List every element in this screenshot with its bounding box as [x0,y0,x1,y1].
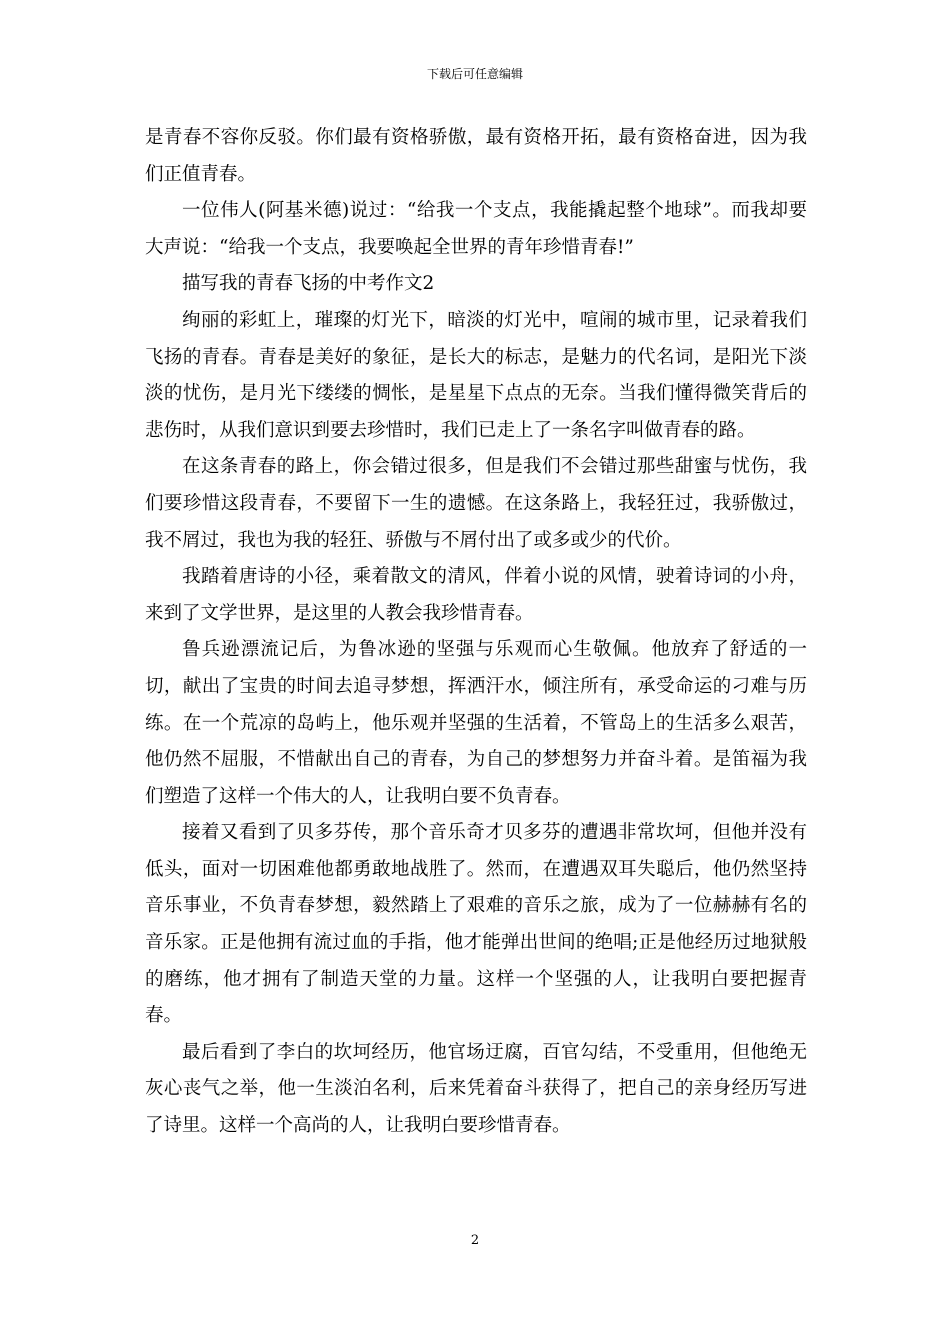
paragraph-archimedes-quote: 一位伟人(阿基米德)说过：“给我一个支点，我能撬起整个地球”。而我却要大声说：“给我一个支点，我要唤起全世界的青年珍惜青春!” [145,200,807,258]
page-number: 2 [470,1233,480,1248]
paragraph-continuation: 是青春不容你反驳。你们最有资格骄傲，最有资格开拓，最有资格奋进，因为我们正值青春。 [145,127,807,185]
paragraph-literature: 我踏着唐诗的小径，乘着散文的清风，伴着小说的风情，驶着诗词的小舟，来到了文学世界，是这里的人教会我珍惜青春。 [145,566,807,624]
paragraph-beethoven: 接着又看到了贝多芬传，那个音乐奇才贝多芬的遭遇非常坎坷，但他并没有低头，面对一切困难他都勇敢地战胜了。然而，在遭遇双耳失聪后，他仍然坚持音乐事业，不负青春梦想，毅然踏上了艰难的音乐之旅，成为了一位赫赫有名的音乐家。正是他拥有流过血的手指，他才能弹出世间的绝唱;正是他经历过地狱般的磨练，他才拥有了制造天堂的力量。这样一个坚强的人，让我明白要把握青春。 [145,822,807,1027]
paragraph-intro: 绚丽的彩虹上，璀璨的灯光下，暗淡的灯光中，喧闹的城市里，记录着我们飞扬的青春。青春是美好的象征，是长大的标志，是魅力的代名词，是阳光下淡淡的忧伤，是月光下缕缕的惆怅，是星星下点点的无奈。当我们懂得微笑背后的悲伤时，从我们意识到要去珍惜时，我们已走上了一条名字叫做青春的路。 [145,309,807,441]
document-body [145,120,807,1145]
paragraph-libai: 最后看到了李白的坎坷经历，他官场迂腐，百官勾结，不受重用，但他绝无灰心丧气之举，他一生淡泊名利，后来凭着奋斗获得了，把自己的亲身经历写进了诗里。这样一个高尚的人，让我明白要珍惜青春。 [145,1041,807,1137]
paragraph-youth-road: 在这条青春的路上，你会错过很多，但是我们不会错过那些甜蜜与忧伤，我们要珍惜这段青春，不要留下一生的遗憾。在这条路上，我轻狂过，我骄傲过，我不屑过，我也为我的轻狂、骄傲与不屑付出了或多或少的代价。 [145,456,807,551]
essay-title: 描写我的青春飞扬的中考作文2 [182,273,435,295]
paragraph-robinson: 鲁兵逊漂流记后，为鲁冰逊的坚强与乐观而心生敬佩。他放弃了舒适的一切，献出了宝贵的时间去追寻梦想，挥洒汗水，倾注所有，承受命运的刁难与历练。在一个荒凉的岛屿上，他乐观并坚强的生活着，不管岛上的生活多么艰苦，他仍然不屈服，不惜献出自己的青春，为自己的梦想努力并奋斗着。是笛福为我们塑造了这样一个伟大的人，让我明白要不负青春。 [145,639,807,807]
page-header: 下载后可任意编辑 [426,67,523,81]
